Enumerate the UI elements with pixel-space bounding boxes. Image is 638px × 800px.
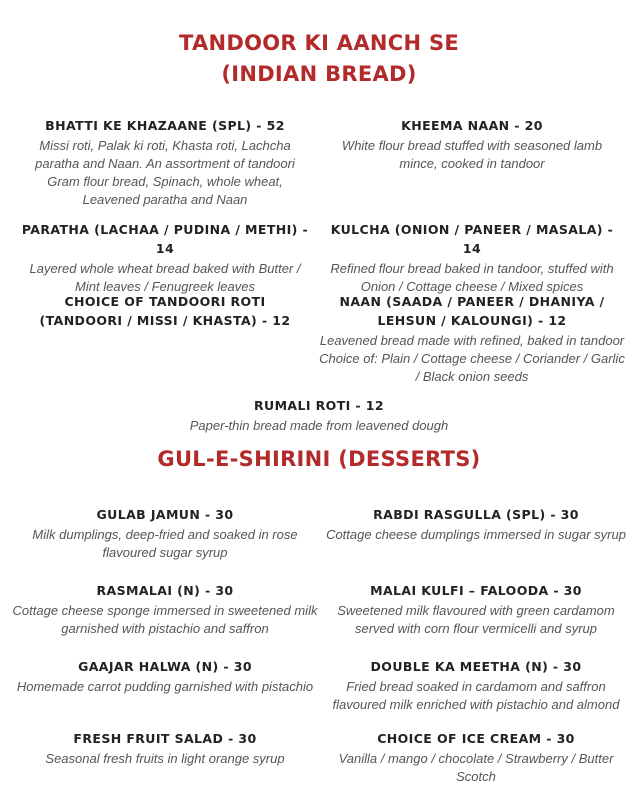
- menu-item: [20, 116, 310, 209]
- menu-item-name: GAAJAR HALWA (N) - 30: [78, 659, 252, 674]
- bread-menu-grid: [0, 102, 638, 433]
- menu-item-description: Homemade carrot pudding garnished with pistachio: [16, 679, 314, 694]
- menu-item: [336, 729, 616, 786]
- menu-item-description: White flour bread stuffed with seasoned lamb mince, cooked in tandoor: [341, 138, 603, 171]
- menu-item-name: MALAI KULFI – FALOODA - 30: [370, 583, 582, 598]
- menu-item-name: FRESH FRUIT SALAD - 30: [73, 731, 257, 746]
- menu-item: [12, 505, 318, 562]
- menu-item-name: CHOICE OF TANDOORI ROTI (TANDOORI / MISSI / KHASTA) - 12: [39, 294, 291, 328]
- menu-item: [326, 116, 618, 173]
- menu-item-description: Seasonal fresh fruits in light orange syrup: [45, 751, 285, 766]
- menu-item-description: Layered whole wheat bread baked with Butter / Mint leaves / Fenugreek leaves: [29, 261, 301, 294]
- menu-item-description: Fried bread soaked in cardamom and saffron flavoured milk enriched with pistachio and almond: [332, 679, 620, 712]
- menu-item-name: KULCHA (ONION / PANEER / MASALA) - 14: [330, 222, 614, 256]
- menu-item: [20, 220, 310, 296]
- menu-item: [169, 396, 469, 435]
- menu-item-description: Vanilla / mango / chocolate / Strawberry / Butter Scotch: [338, 751, 614, 784]
- menu-item-name: BHATTI KE KHAZAANE (SPL) - 52: [45, 118, 285, 133]
- menu-item-description: Cottage cheese dumplings immersed in sugar syrup: [326, 527, 626, 542]
- menu-item: [318, 292, 626, 386]
- menu-item: [30, 292, 300, 330]
- menu-item-name: GULAB JAMUN - 30: [96, 507, 234, 522]
- menu-item-name: DOUBLE KA MEETHA (N) - 30: [370, 659, 582, 674]
- menu-item-name: RASMALAI (N) - 30: [96, 583, 234, 598]
- desserts-menu-grid: [0, 475, 638, 784]
- menu-item-description: Missi roti, Palak ki roti, Khasta roti, Lachcha paratha and Naan. An assortment of tandoori Gram flour bread, Spinach, whole wheat, Leavened paratha and Naan: [35, 138, 295, 207]
- menu-item-name: RABDI RASGULLA (SPL) - 30: [373, 507, 579, 522]
- menu-item-name: KHEEMA NAAN - 20: [401, 118, 543, 133]
- menu-item-description: Sweetened milk flavoured with green cardamom served with corn flour vermicelli and syrup: [337, 603, 615, 636]
- menu-item-name: CHOICE OF ICE CREAM - 30: [377, 731, 575, 746]
- menu-item: [6, 657, 324, 696]
- menu-item-description: Paper-thin bread made from leavened dough: [189, 418, 449, 433]
- menu-item: [326, 505, 626, 544]
- menu-item: [12, 729, 318, 768]
- menu-item-description: Leavened bread made with refined, baked in tandoor Choice of: Plain / Cottage cheese / Coriander / Garlic / Black onion seeds: [319, 333, 625, 384]
- section-title-indian-bread: TANDOOR KI AANCH SE (INDIAN BREAD): [178, 31, 460, 86]
- menu-item-name: RUMALI ROTI - 12: [254, 398, 384, 413]
- menu-item-name: PARATHA (LACHAA / PUDINA / METHI) - 14: [21, 222, 309, 256]
- menu-item: [330, 581, 622, 638]
- menu-item-description: Milk dumplings, deep-fried and soaked in rose flavoured sugar syrup: [32, 527, 298, 560]
- section-title-desserts: GUL-E-SHIRINI (DESSERTS): [157, 447, 481, 471]
- menu-item: [326, 657, 626, 714]
- menu-item-name: NAAN (SAADA / PANEER / DHANIYA / LEHSUN / KALOUNGI) - 12: [339, 294, 605, 328]
- menu-item: [12, 581, 318, 638]
- menu-item-description: Refined flour bread baked in tandoor, stuffed with Onion / Cottage cheese / Mixed spices: [330, 261, 614, 294]
- menu-item-description: Cottage cheese sponge immersed in sweetened milk garnished with pistachio and saffron: [12, 603, 318, 636]
- menu-item: [326, 220, 618, 296]
